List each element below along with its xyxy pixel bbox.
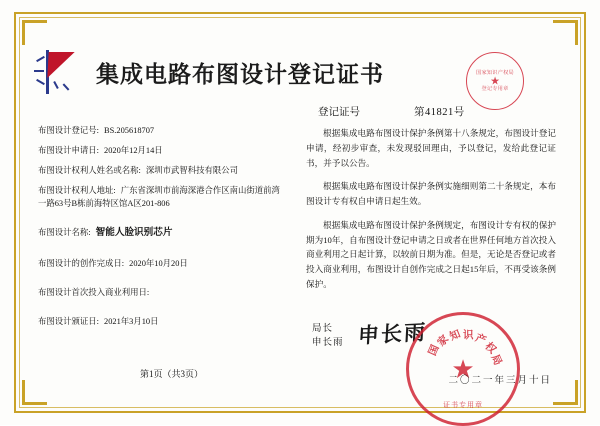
star-icon: ★: [490, 75, 500, 88]
field-label: 布图设计权利人地址:: [38, 186, 116, 196]
small-seal-line-1: 国家知识产权局: [476, 70, 514, 76]
emblem-flag: [47, 52, 74, 78]
field-value: 广东省深圳市前海深港合作区南山街道前湾一路63号B栋前海特区馆A区201-806: [38, 186, 280, 209]
small-seal-line-2: 登记专用章: [481, 85, 509, 92]
legal-paragraph: 根据集成电路布图设计保护条例规定，布图设计专有权的保护期为10年，自布图设计登记申请之日或者在世界任何地方首次投入商业利用之日起计算，以较前日期为准。但是，无论是否登记或者投入商业利用，布图设计自创作完成之日起15年后，不再受该条例保护。: [306, 219, 556, 290]
certificate-fields: [38, 124, 280, 335]
seal-ring-text: 国 家 知 识 产 权 局: [427, 328, 503, 368]
field-value: 智能人脸识别芯片: [95, 227, 173, 239]
page-number: 第1页（共3页）: [140, 369, 204, 379]
registration-verification-seal: [466, 52, 524, 110]
corner-ornament-bottom-right: [553, 380, 578, 405]
handwritten-signature: 申长雨: [357, 320, 428, 348]
field-value: 深圳市武智科技有限公司: [145, 166, 239, 176]
seal-bottom-text: 证书专用章: [443, 402, 483, 409]
field-value: 2020年10月20日: [129, 258, 188, 268]
corner-ornament-top-left: [22, 20, 47, 45]
field-label: 布图设计申请日:: [38, 146, 99, 156]
field-layout-design-name: [38, 226, 280, 241]
china-ipo-emblem-icon: [34, 48, 90, 96]
national-ipo-official-seal: [406, 312, 520, 426]
field-label: 布图设计颁证日:: [38, 316, 99, 326]
registration-number-line: [318, 104, 465, 119]
legal-text-block: [306, 126, 556, 301]
field-label: 布图设计名称:: [38, 228, 91, 238]
signature-block: [312, 322, 344, 351]
corner-ornament-top-right: [553, 20, 578, 45]
field-layout-registration-number: [38, 124, 280, 137]
document-date: 二〇二一年三月十日: [448, 376, 552, 386]
emblem-spark: [36, 79, 45, 85]
field-creation-date: [38, 257, 280, 270]
registration-number-value: 第41821号: [414, 107, 465, 118]
emblem-spark: [36, 56, 45, 62]
emblem-spark: [53, 81, 59, 89]
legal-paragraph: 根据集成电路布图设计保护条例实施细则第二十条规定，本布图设计专有权自申请日起生效。: [306, 181, 556, 207]
field-value: BS.205618707: [104, 126, 155, 135]
certificate-title: 集成电路布图设计登记证书: [96, 61, 384, 87]
signature-name-label: 申长雨: [312, 338, 344, 349]
field-first-commercial-use-date: [38, 286, 280, 299]
emblem-spark: [63, 83, 70, 90]
emblem-spark: [34, 70, 44, 72]
field-label: 布图设计权利人姓名或名称:: [38, 166, 141, 176]
field-label: 布图设计登记号:: [38, 126, 99, 135]
field-value: 2020年12月14日: [104, 146, 163, 156]
field-right-holder-name: [38, 164, 280, 177]
field-label: 布图设计的创作完成日:: [38, 258, 125, 268]
field-value: 2021年3月10日: [104, 316, 159, 326]
corner-ornament-bottom-left: [22, 380, 47, 405]
field-right-holder-address: [38, 184, 280, 210]
field-label: 布图设计首次投入商业利用日:: [38, 287, 150, 297]
signature-office-label: 局长: [312, 324, 334, 334]
registration-number-label: 登记证号: [318, 107, 360, 118]
star-icon: ★: [451, 354, 475, 384]
legal-paragraph: 根据集成电路布图设计保护条例第十八条规定，布图设计登记申请，经初步审查，未发现驳回理由，予以登记，发给此登记证书，并予以公告。: [306, 128, 556, 168]
field-application-date: [38, 144, 280, 157]
field-certificate-issue-date: [38, 315, 280, 328]
